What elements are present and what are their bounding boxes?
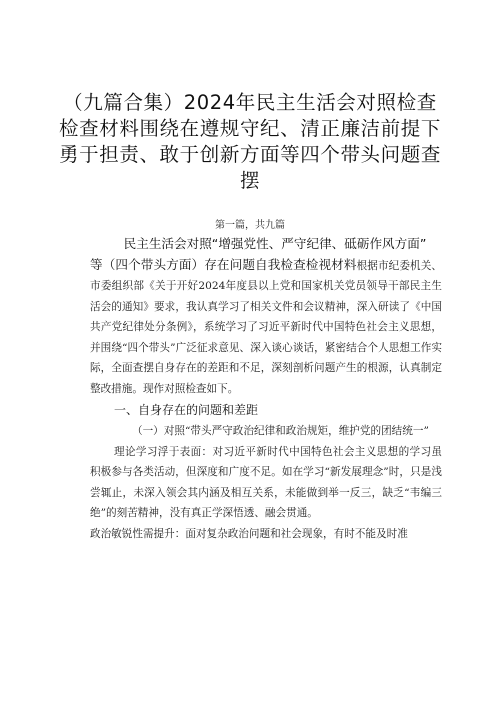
paragraph-2: 政治敏锐性需提升：面对复杂政治问题和社会现象，有时不能及时准 [90, 527, 408, 540]
lead-heading-line1: 民主生活会对照“增强党性、严守纪律、砥砺作风方面” [123, 236, 427, 251]
section-label: 第一篇，共九篇 [215, 220, 285, 231]
section1-heading: 一、自身存在的问题和差距 [114, 403, 259, 417]
paragraph-1: 理论学习浮于表面：对习近平新时代中国特色社会主义思想的学习虽积极参与各类活动，但深度和广度不足。如在学习“新发展理念”时，只是浅尝辄止，未深入领会其内涵及相互关系，未能做到举一反三，缺乏“韦编三绝”的刻苦精神，没有真正学深悟透、融会贯通。 [90, 445, 442, 519]
lead-heading-line2: 等（四个带头方面）存在问题自我检查检视材料 [90, 256, 357, 272]
lead-paragraph [90, 234, 442, 399]
document-title: （九篇合集）2024年民主生活会对照检查检查材料围绕在遵规守纪、清正廉洁前提下勇于担责、敢于创新方面等四个带头问题查摆 [59, 91, 441, 192]
document-body [90, 234, 442, 544]
subsection1-heading: （一）对照“带头严守政治纪律和政治规矩，维护党的团结统一” [132, 425, 429, 437]
lead-text: 根据市纪委机关、市委组织部《关于开好2024年度县以上党和国家机关党员领导干部民主生活会的通知》要求，我认真学习了相关文件和会议精神，深入研读了《中国共产党纪律处分条例》，系统学习了习近平新时代中国特色社会主义思想，并围绕“四个带头”广泛征求意见、深入谈心谈话，紧密结合个人思想工作实际，全面查摆自身存在的差距和不足，深刻剖析问题产生的根源，认真制定整改措施。现作对照检查如下。 [90, 259, 443, 395]
